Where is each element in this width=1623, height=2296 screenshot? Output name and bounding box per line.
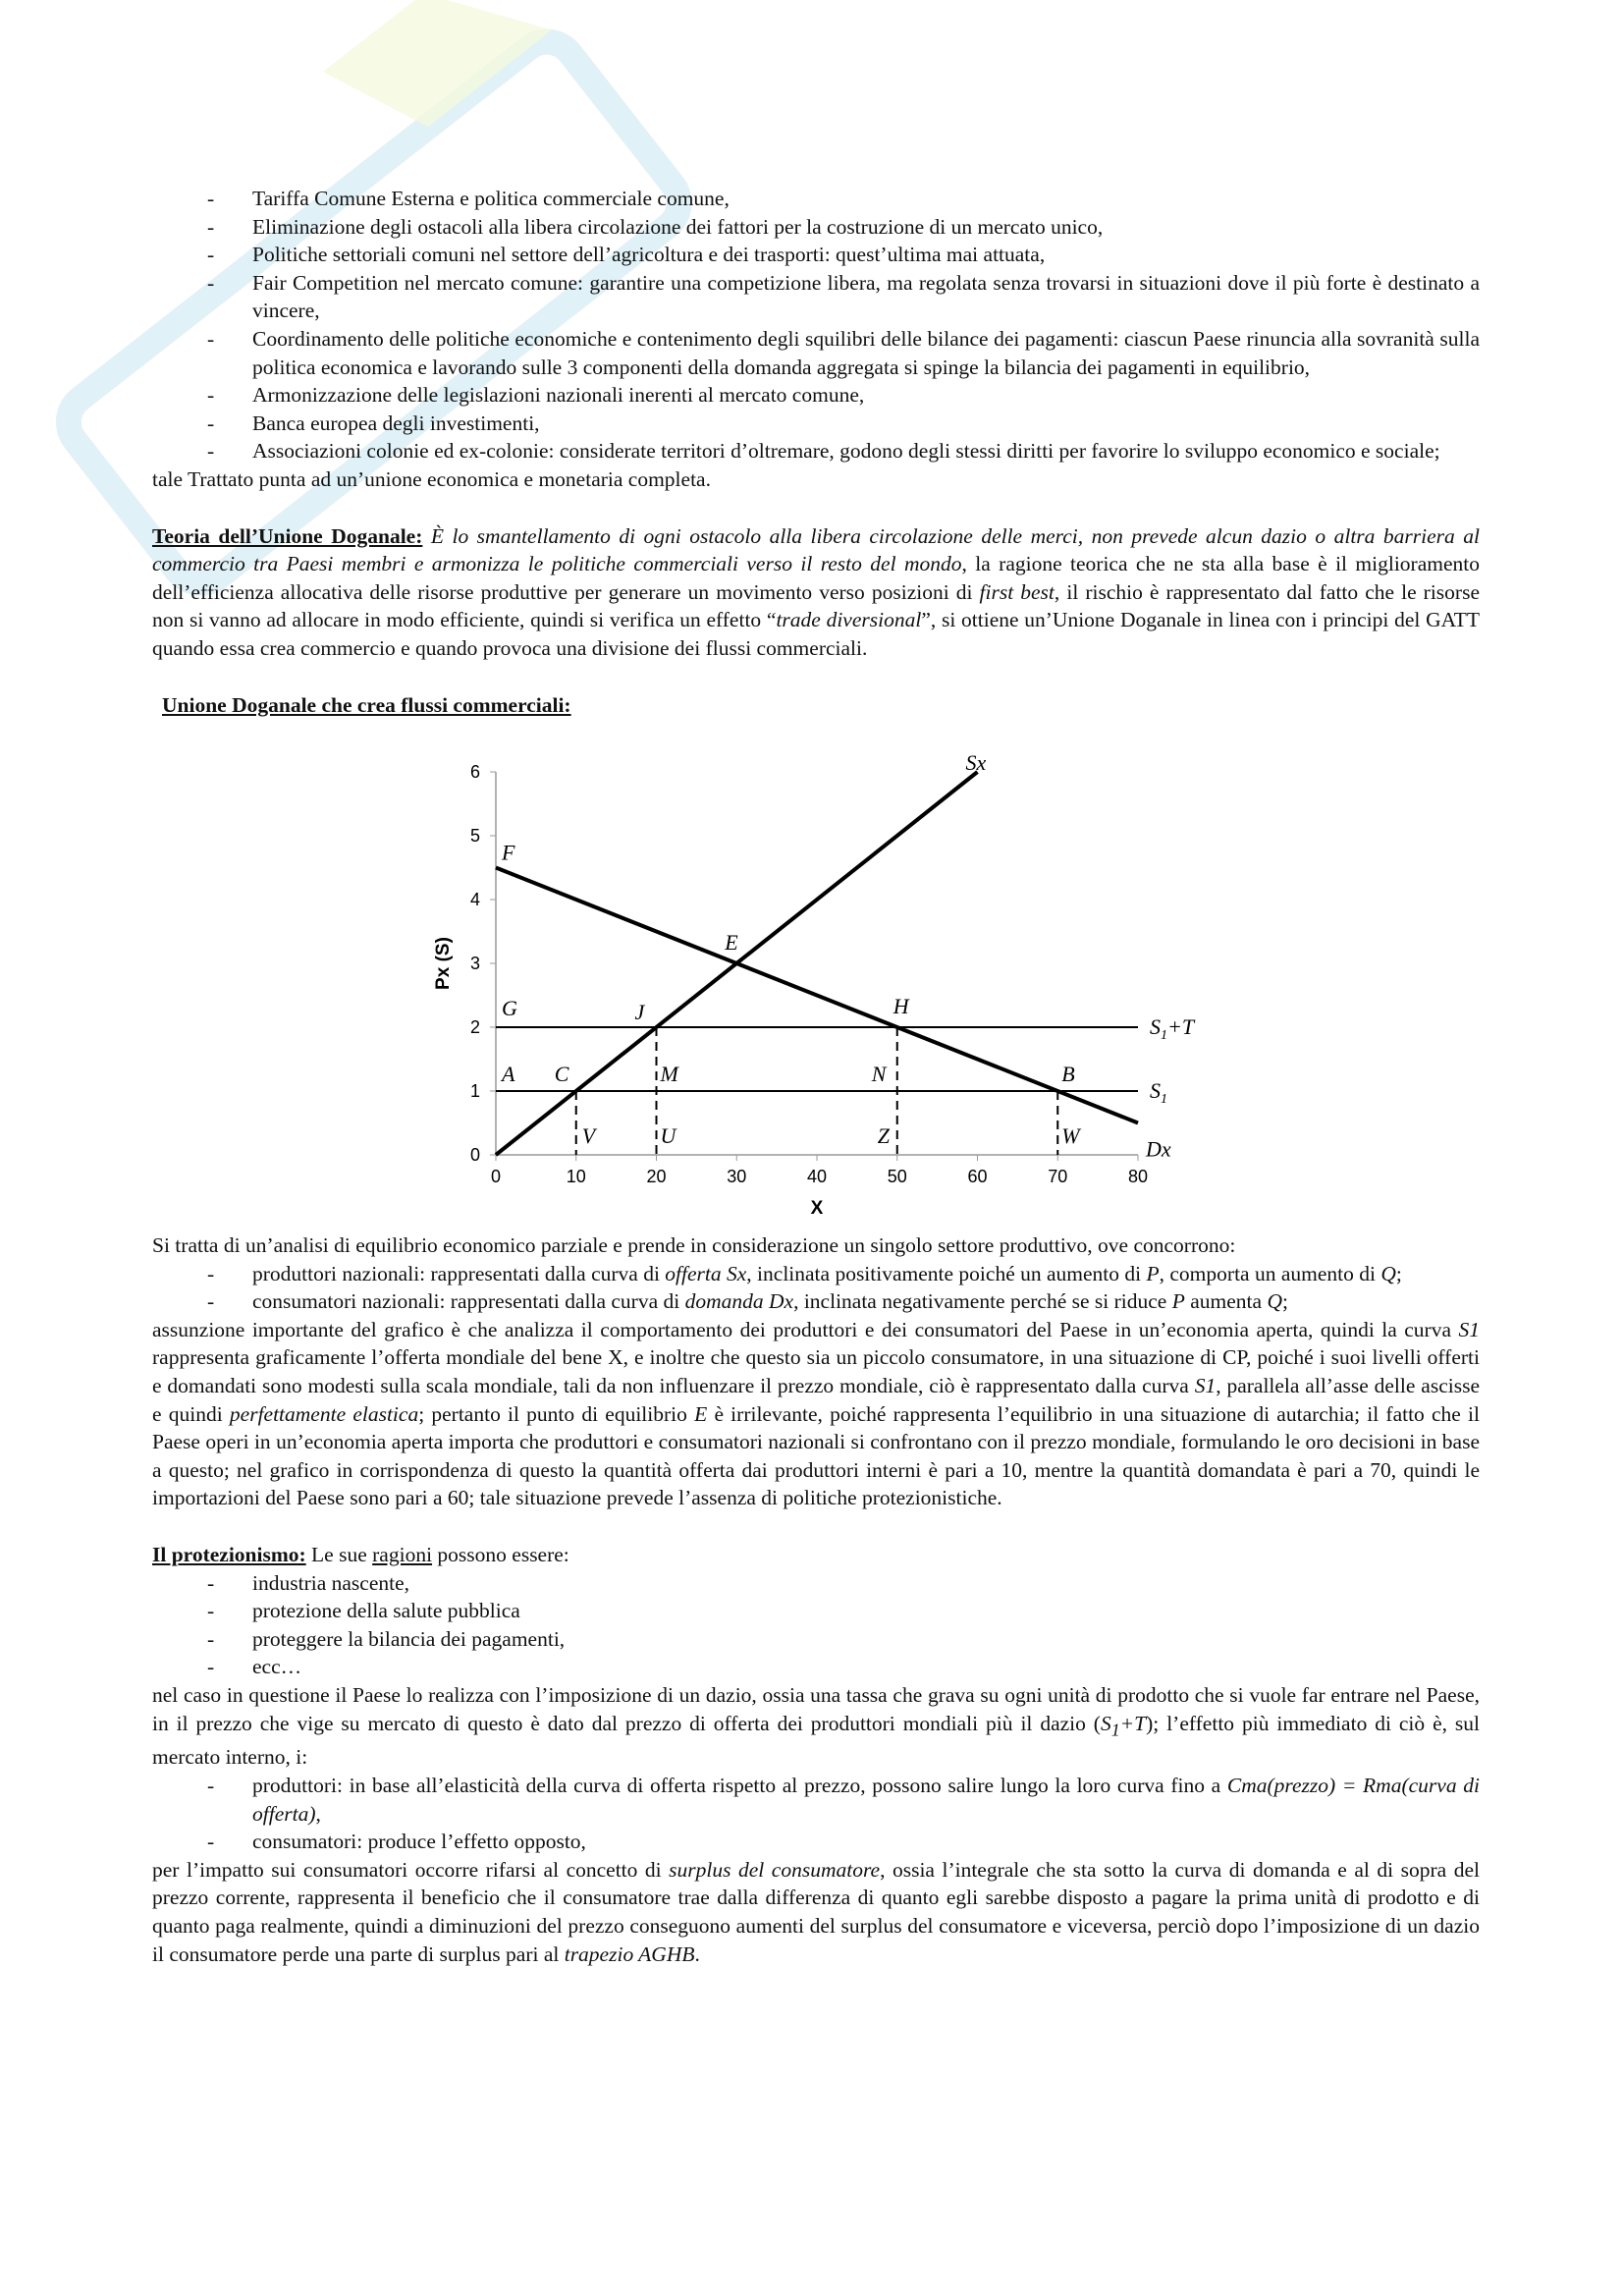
text: S1 xyxy=(1458,1317,1480,1341)
y-tick-label: 3 xyxy=(469,954,480,974)
list-item: - Politiche settoriali comuni nel settore dell’agricoltura e dei trasporti: quest’ultima mai attuata, xyxy=(152,241,1480,269)
teoria-text: , la ragione teorica che ne sta alla base è il miglioramento dell’efficienza allocativa delle risorse produttive per generare un movimento verso posizioni di xyxy=(152,552,1480,604)
point-label-a: A xyxy=(502,1062,515,1087)
x-axis-label: X xyxy=(810,1198,824,1220)
text: . xyxy=(694,1941,700,1966)
point-label-m: M xyxy=(660,1062,678,1087)
text: +T xyxy=(1119,1711,1147,1735)
surplus-paragraph xyxy=(152,1856,1480,1968)
list-item: - Associazioni colonie ed ex-colonie: considerate territori d’oltremare, godono degli stessi diritti per favorire lo sviluppo economico e sociale; xyxy=(152,437,1480,465)
list-item: - Fair Competition nel mercato comune: garantire una competizione libera, ma regolata senza trovarsi in situazioni dove il più forte è destinato a vincere, xyxy=(152,269,1480,325)
text: nel caso in questione il Paese lo realizza con l’imposizione di un dazio, ossia una tassa che grava su ogni unità di prodotto che si vuole far entrare nel Paese, in il prezzo che vige su mercato di questo è dato dal prezzo di offerta dei produttori mondiali più il dazio ( xyxy=(152,1683,1480,1735)
text: Q xyxy=(1267,1289,1282,1314)
y-tick-label: 1 xyxy=(469,1081,480,1102)
text: domanda Dx xyxy=(684,1289,794,1314)
list-item: - proteggere la bilancia dei pagamenti, xyxy=(152,1625,1480,1654)
point-label-c: C xyxy=(554,1062,569,1087)
document-page xyxy=(152,185,1480,1968)
graph-title: Unione Doganale che crea flussi commerciali: xyxy=(162,692,571,717)
analisi-intro: Si tratta di un’analisi di equilibrio economico parziale e prende in considerazione un singolo settore produttivo, ove concorrono: xyxy=(152,1233,1236,1258)
x-tick-label: 40 xyxy=(806,1167,828,1187)
treaty-objectives-list xyxy=(152,185,1480,465)
s1t-base: S xyxy=(1150,1014,1161,1040)
text: Q xyxy=(1380,1261,1396,1285)
point-label-h: H xyxy=(893,994,909,1019)
point-label-b: B xyxy=(1061,1062,1075,1087)
list-item: - Eliminazione degli ostacoli alla libera circolazione dei fattori per la costruzione di un mercato unico, xyxy=(152,213,1480,242)
s1-base: S xyxy=(1150,1078,1161,1104)
x-tick-label: 60 xyxy=(967,1167,988,1187)
protezionismo-paragraph xyxy=(152,1681,1480,1772)
list-item: - Armonizzazione delle legislazioni nazionali inerenti al mercato comune, xyxy=(152,381,1480,410)
text: S xyxy=(1100,1711,1111,1735)
text: ; xyxy=(1395,1261,1402,1285)
effetti-list xyxy=(152,1772,1480,1856)
y-axis-label: Px (S) xyxy=(433,937,454,991)
text: ; pertanto il punto di equilibrio xyxy=(418,1401,695,1426)
text: ; xyxy=(1281,1289,1288,1314)
text: per l’impatto sui consumatori occorre rifarsi al concetto di xyxy=(152,1857,670,1882)
text: è irrilevante, poiché rappresenta l’equilibrio in una situazione di autarchia; il fatto che il Paese operi in un’economia aperta importa che produttori e consumatori nazionali si confrontano con il prezzo mondiale, formulando le oro decisioni in base a questo; nel grafico in corrispondenza di questo la quantità offerta dai produttori interni è pari a 10, mentre la quantità domandata è pari a 70, quindi le importazioni del Paese sono pari a 60; tale situazione prevede l’assenza di politiche protezionistiche. xyxy=(152,1401,1480,1510)
point-label-j: J xyxy=(634,1000,645,1025)
list-item: - ecc… xyxy=(152,1653,1480,1681)
x-tick-label: 10 xyxy=(566,1167,586,1187)
y-tick-label: 0 xyxy=(469,1145,480,1166)
list-item xyxy=(152,1260,1480,1288)
text: assunzione importante del grafico è che analizza il comportamento dei produttori e dei consumatori del Paese in un’economia aperta, quindi la curva xyxy=(152,1317,1459,1341)
point-label-v: V xyxy=(581,1123,596,1149)
text: , ossia l’integrale che sta sotto la curva di domanda e al di sopra del prezzo corrente, rappresenta il beneficio che il consumatore trae dalla differenza di quanto egli sarebbe disposto a pagare la prima unità di prodotto e di quanto paga realmente, quindi a diminuzioni del prezzo conseguono aumenti del surplus del consumatore e viceversa, perciò dopo l’imposizione di un dazio il consumatore perde una parte di surplus pari al xyxy=(152,1857,1480,1966)
graph-container xyxy=(152,721,1480,1231)
list-item: - industria nascente, xyxy=(152,1569,1480,1598)
x-tick-label: 20 xyxy=(646,1167,667,1187)
text: ragioni xyxy=(372,1543,433,1567)
text: S1 xyxy=(1194,1374,1217,1398)
protezionismo-title: Il protezionismo: xyxy=(152,1543,306,1567)
teoria-paragraph xyxy=(152,522,1480,663)
text: offerta Sx xyxy=(665,1261,747,1285)
text: perfettamente elastica xyxy=(229,1401,419,1426)
x-tick-label: 70 xyxy=(1048,1167,1068,1187)
point-label-f: F xyxy=(502,840,515,865)
list-item: - protezione della salute pubblica xyxy=(152,1597,1480,1625)
s1t-sub: 1 xyxy=(1161,1028,1167,1044)
analisi-paragraph xyxy=(152,1316,1480,1512)
text: , inclinata negativamente perché se si riduce xyxy=(793,1289,1172,1314)
ragioni-list xyxy=(152,1569,1480,1681)
text: produttori nazionali: rappresentati dalla curva di xyxy=(252,1261,666,1285)
point-label-z: Z xyxy=(877,1123,890,1149)
analisi-list xyxy=(152,1260,1480,1316)
text: E xyxy=(694,1401,708,1426)
teoria-text: , il rischio è rappresentato dal fatto che le risorse non si vanno ad allocare in modo efficiente, quindi si verifica un effetto “ xyxy=(152,579,1480,632)
x-tick-label: 0 xyxy=(490,1167,502,1187)
dx-label: Dx xyxy=(1146,1136,1171,1162)
protezionismo-intro xyxy=(152,1541,1480,1569)
teoria-title: Teoria dell’Unione Doganale: xyxy=(152,523,423,548)
text: , parallela all’asse delle ascisse e quindi xyxy=(152,1374,1480,1426)
text: ); l’effetto più immediato di ciò è, sul mercato interno, i: xyxy=(152,1711,1481,1770)
teoria-definition: È lo smantellamento di ogni ostacolo alla libera circolazione delle merci, non prevede alcun dazio o altra barriera al commercio tra Paesi membri e armonizza le politiche commerciali verso il resto del mondo xyxy=(152,523,1480,576)
text: , comporta un aumento di xyxy=(1159,1261,1381,1285)
list-item: - Banca europea degli investimenti, xyxy=(152,410,1480,438)
point-label-g: G xyxy=(502,996,517,1021)
x-tick-label: 50 xyxy=(887,1167,907,1187)
text: Cma(prezzo) = Rma(curva di offerta) xyxy=(252,1774,1480,1826)
text: 1 xyxy=(1110,1719,1120,1739)
y-tick-label: 2 xyxy=(469,1017,480,1038)
text: rappresenta graficamente l’offerta mondiale del bene X, e inoltre che questo sia un piccolo consumatore, in una situazione di CP, poiché i suoi livelli offerti e domandati sono modesti sulla scala mondiale, tali da non influenzare il prezzo mondiale, ciò è rappresentato dalla curva xyxy=(152,1345,1480,1398)
sx-label: Sx xyxy=(965,750,987,776)
text: , xyxy=(315,1801,321,1826)
list-item: - Coordinamento delle politiche economiche e contenimento degli squilibri delle bilance dei pagamenti: ciascun Paese rinuncia alla sovranità sulla politica economica e lavorando sulle 3 componenti della domanda aggregata si spinge la bilancia dei pagamenti in equilibrio, xyxy=(152,325,1480,381)
text: P xyxy=(1171,1289,1185,1314)
s1-sub: 1 xyxy=(1161,1092,1167,1108)
teoria-text: ”, si ottiene un’Unione Doganale in linea con i principi del GATT quando essa crea commercio e quando provoca una divisione dei flussi commerciali. xyxy=(152,608,1481,660)
s1-label xyxy=(1150,1078,1167,1107)
supply-demand-chart xyxy=(152,721,1480,1231)
point-label-u: U xyxy=(660,1123,676,1149)
series-line-dx xyxy=(496,868,1138,1123)
list-item xyxy=(152,1287,1480,1316)
text: aumenta xyxy=(1184,1289,1268,1314)
text: trapezio AGHB xyxy=(564,1941,695,1966)
list-item xyxy=(152,1772,1480,1828)
text: Le sue xyxy=(305,1543,373,1567)
list-tail: tale Trattato punta ad un’unione economica e monetaria completa. xyxy=(152,466,711,491)
list-item: - Tariffa Comune Esterna e politica commerciale comune, xyxy=(152,185,1480,213)
teoria-term: first best xyxy=(979,579,1055,604)
y-tick-label: 6 xyxy=(469,762,480,783)
y-tick-label: 4 xyxy=(469,890,480,910)
x-tick-label: 80 xyxy=(1127,1167,1149,1187)
text: , inclinata positivamente poiché un aumento di xyxy=(746,1261,1147,1285)
point-label-w: W xyxy=(1061,1123,1080,1149)
text: produttori: in base all’elasticità della curva di offerta rispetto al prezzo, possono salire lungo la loro curva fino a xyxy=(252,1774,1227,1798)
list-item: - consumatori: produce l’effetto opposto, xyxy=(152,1828,1480,1856)
y-tick-label: 5 xyxy=(469,826,480,847)
text: possono essere: xyxy=(432,1543,569,1567)
s1t-label xyxy=(1150,1014,1196,1043)
s1t-rest: +T xyxy=(1167,1014,1195,1040)
point-label-e: E xyxy=(725,930,738,956)
text: P xyxy=(1146,1261,1160,1285)
teoria-term: trade diversional xyxy=(776,608,922,632)
text: consumatori nazionali: rappresentati dalla curva di xyxy=(252,1289,685,1314)
x-tick-label: 30 xyxy=(727,1167,747,1187)
text: surplus del consumatore xyxy=(669,1857,881,1882)
point-label-n: N xyxy=(871,1062,887,1087)
